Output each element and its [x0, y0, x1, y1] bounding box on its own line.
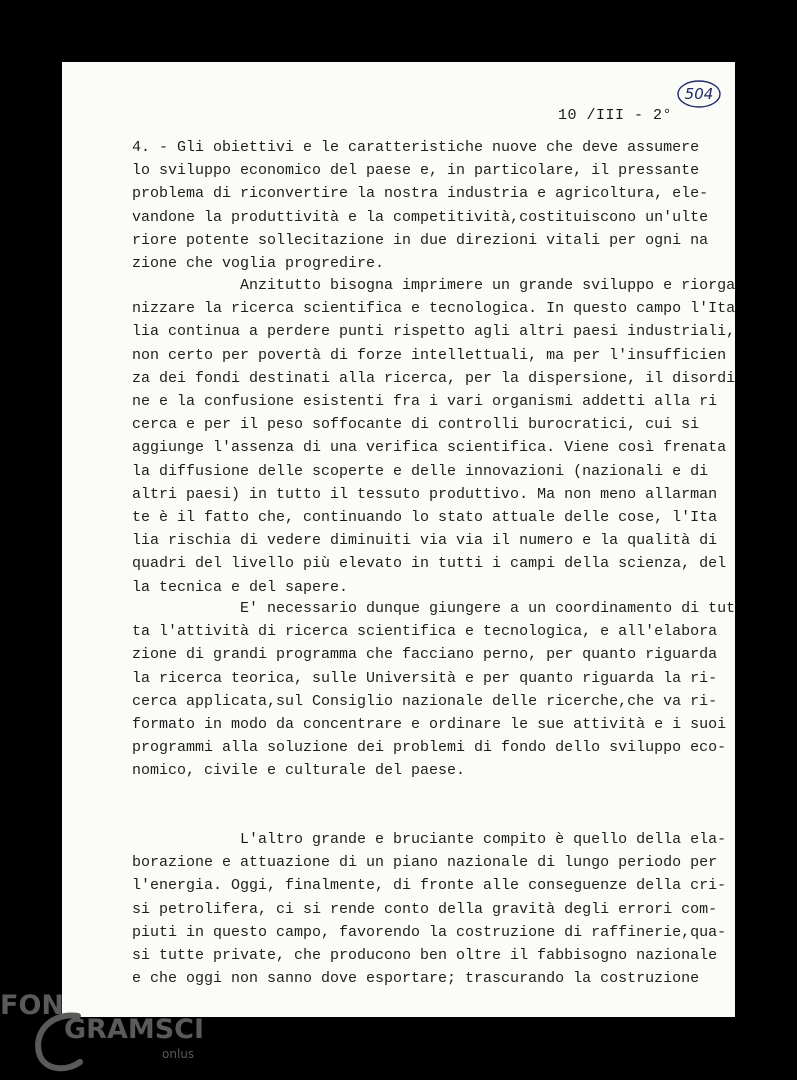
logo-text-left: FON [0, 990, 64, 1021]
page-header-date: 10 /III - 2° [558, 107, 673, 124]
paragraph-3: E' necessario dunque giungere a un coordinamento di ta l'attività di ricerca scientifica e tecnologica, e all'elabora zione di grandi programma che facciano perno, per quanto riguarda la ricerca teorica, sulle Università e per quanto riguarda la cerca applicata,sul Consiglio nazionale delle ricerche,che va formato in modo da concentrare e ordinare le sue attività e i programmi alla soluzione dei problemi di fondo dello sviluppo nomico, civile e culturale del paese. [132, 600, 718, 780]
page-number-stamp [676, 79, 722, 109]
stamp-number: 504 [684, 85, 714, 103]
paragraph-1: 4. - Gli obiettivi e le caratteristiche nuove che deve assumere lo sviluppo economico del paese e, in particolare, il pressante problema di riconvertire la nostra industria e agricoltura, ele- vandone la produttività e la competitività,costituiscono un'ulte riore potente sollecitazione in due direzioni vitali per ogni na zione che voglia progredire. [132, 139, 709, 273]
fondazione-gramsci-logo [0, 990, 210, 1070]
logo-text-sub: onlus [162, 1047, 195, 1061]
logo-text-main: GRAMSCI [64, 1014, 205, 1045]
paragraph-4: L'altro grande e bruciante compito è quello della borazione e attuazione di un piano nazionale di lungo periodo l'energia. Oggi, finalmente, di fronte alle conseguenze della si petrolifera, ci si rende conto della gravità degli errori com- piuti in questo campo, favorendo la costruzione di raffinerie,qua- si tutte private, che producono ben oltre il fabbisogno nazionale e che oggi non sanno dove esportare; trascurando la costruzione [132, 831, 727, 988]
paragraph-2: Anzitutto bisogna imprimere un grande sviluppo e nizzare la ricerca scientifica e tecnologica. In questo campo lia continua a perdere punti rispetto agli altri paesi industriali, non certo per povertà di forze intellettuali, ma per l'insufficien za dei fondi destinati alla ricerca, per la dispersione, il ne e la confusione esistenti fra i vari organismi addetti alla cerca e per il peso soffocante di controlli burocratici, cui si aggiunge l'assenza di una verifica scientifica. Viene così frenata la diffusione delle scoperte e delle innovazioni (nazionali e di altri paesi) in tutto il tessuto produttivo. Ma non meno allarman te è il fatto che, continuando lo stato attuale delle cose, l'Ita lia rischia di vedere diminuiti via via il numero e la qualità quadri del livello più elevato in tutti i campi della scienza, la tecnica e del sapere. [132, 277, 736, 596]
